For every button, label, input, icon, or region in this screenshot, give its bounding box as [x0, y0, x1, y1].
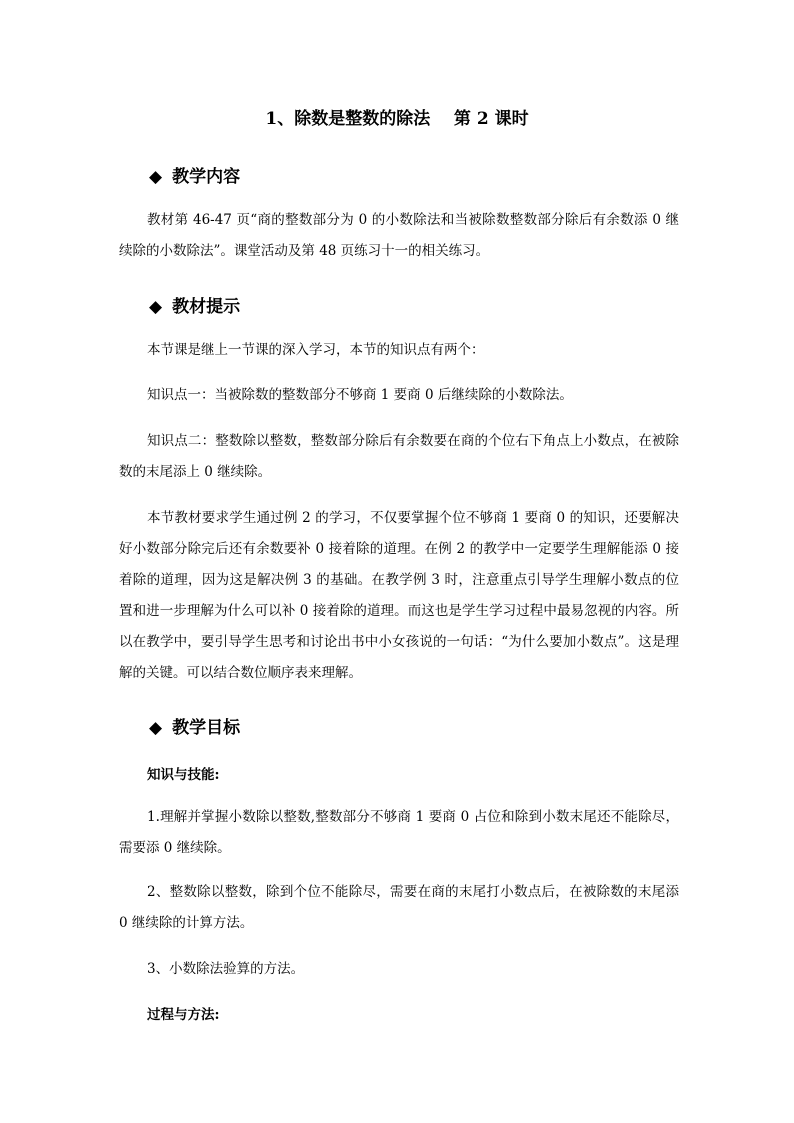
goal-item-1: 1.理解并掌握小数除以整数,整数部分不够商 1 要商 0 占位和除到小数末尾还不能除尽，需要添 0 继续除。	[119, 809, 679, 856]
paragraph-knowledge-point-1: 知识点一：当被除数的整数部分不够商 1 要商 0 后继续除的小数除法。	[147, 387, 573, 403]
heading-text: 教学目标	[172, 718, 241, 738]
section-heading-tips	[149, 292, 240, 317]
paragraph-knowledge-point-2: 知识点二：整数除以整数，整数部分除后有余数要在商的个位右下角点上小数点，在被除数的末尾添上 0 继续除。	[119, 433, 679, 480]
heading-text: 教学内容	[172, 167, 241, 187]
heading-text: 教材提示	[172, 297, 241, 317]
goal-item-2: 2、整数除以整数，除到个位不能除尽，需要在商的末尾打小数点后，在被除数的末尾添 0 继续除的计算方法。	[119, 884, 679, 931]
subheading-knowledge-skills: 知识与技能:	[147, 767, 220, 783]
diamond-bullet-icon: ◆	[149, 297, 163, 317]
paragraph-tips-detail: 本节教材要求学生通过例 2 的学习，不仅要掌握个位不够商 1 要商 0 的知识，还要解决好小数部分除完后还有余数要补 0 接着除的道理。在例 2 的教学中一定要学生理解能添 0 接着除的道理，因为这是解决例 3 的基础。在教学例 3 时，注意重点引导学生理解小数点的位置和进一步理解为什么可以补 0 接着除的道理。而这也是学生学习过程中最易忽视的内容。所以在教学中，要引导学生思考和讨论出书中小女孩说的一句话：“为什么要加小数点”。这是理解的关键。可以结合数位顺序表来理解。	[119, 510, 679, 681]
subheading-process-methods: 过程与方法:	[147, 1007, 220, 1023]
diamond-bullet-icon: ◆	[149, 718, 163, 738]
document-title: 1、除数是整数的除法 第 2 课时	[265, 109, 529, 129]
section-heading-goals	[149, 713, 240, 738]
diamond-bullet-icon: ◆	[149, 167, 163, 187]
paragraph-tips-intro: 本节课是继上一节课的深入学习，本节的知识点有两个：	[147, 342, 485, 358]
paragraph-content: 教材第 46-47 页“商的整数部分为 0 的小数除法和当被除数整数部分除后有余数添 0 继续除的小数除法”。课堂活动及第 48 页练习十一的相关练习。	[119, 212, 679, 259]
goal-item-3: 3、小数除法验算的方法。	[147, 961, 305, 977]
section-heading-content	[149, 162, 240, 187]
